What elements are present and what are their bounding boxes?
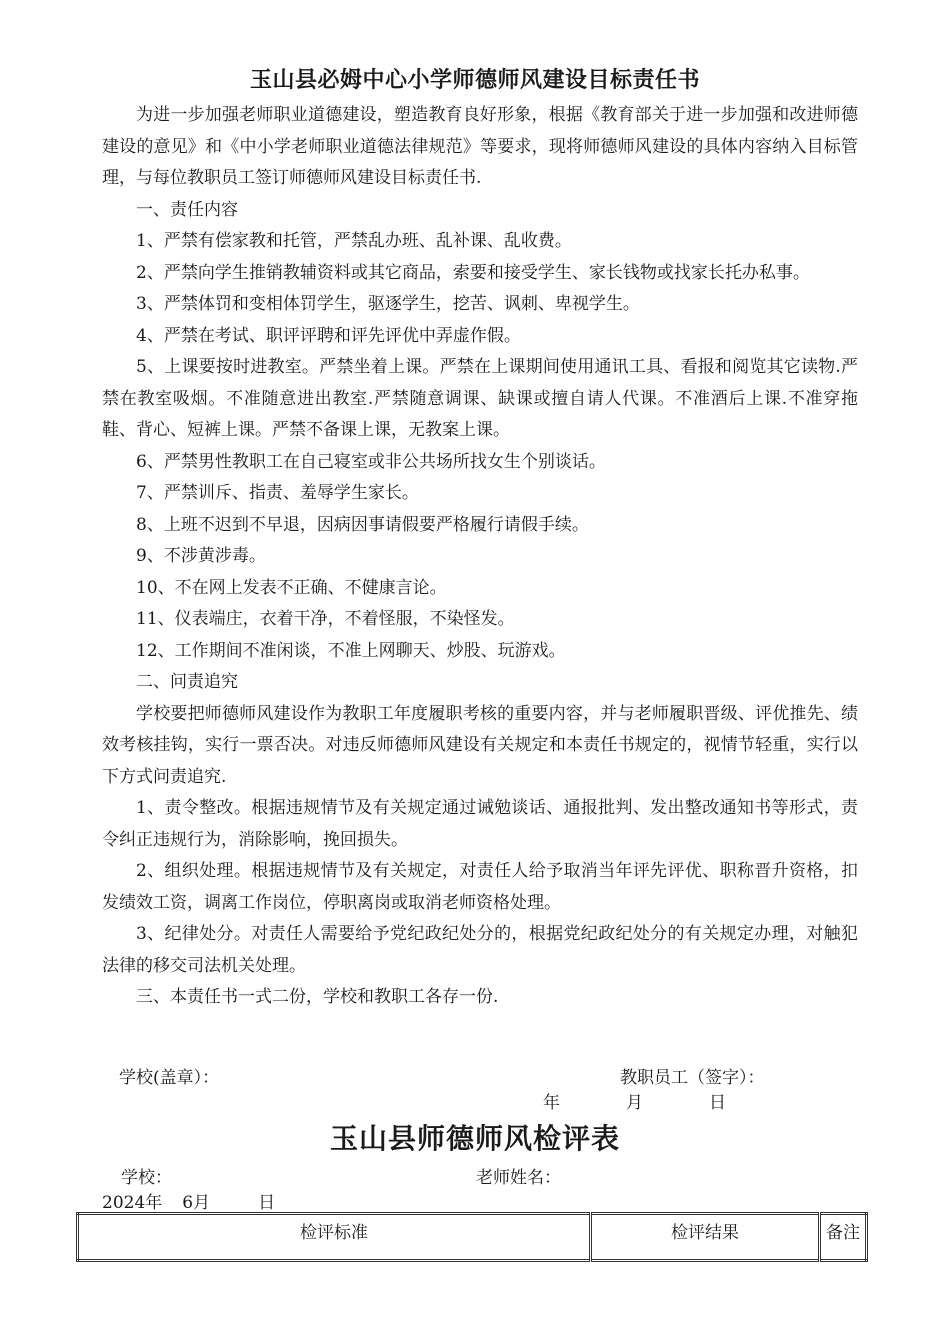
table-header-row: [78, 1214, 867, 1261]
form-date: [102, 1188, 275, 1213]
staff-signature-label: 教职员工（签字）：: [620, 1068, 765, 1088]
signature-date: [543, 1088, 726, 1113]
signature-month: 月: [626, 1093, 643, 1113]
form-date-year: 2024年: [102, 1193, 163, 1213]
section-heading: 一、责任内容: [136, 199, 238, 220]
form-date-day: 日: [258, 1193, 276, 1213]
list-item: 9、不涉黄涉毒。: [136, 546, 266, 566]
accountability-paragraph: 学校要把师德师风建设作为教职工年度履职考核的重要内容，并与老师履职晋级、评优推先、绩效考核挂钩，实行一票否决。对违反师德师风建设有关规定和本责任书规定的，视情节轻重，实行以下方式问责追究.: [102, 703, 858, 787]
list-item: 5、上课要按时进教室。严禁坐着上课。严禁在上课期间使用通讯工具、看报和阅览其它读物.严禁在教室吸烟。不准随意进出教室.严禁随意调课、缺课或擅自请人代课。不准酒后上课.不准穿拖鞋、背心、短裤上课。严禁不备课上课，无教案上课。: [102, 357, 858, 440]
document-body: [102, 100, 858, 1014]
list-item: 2、严禁向学生推销教辅资料或其它商品，索要和接受学生、家长钱物或找家长托办私事。: [136, 262, 810, 283]
document-title: 玉山县必姆中心小学师德师风建设目标责任书: [249, 68, 700, 93]
list-item: 8、上班不迟到不早退，因病因事请假要严格履行请假手续。: [136, 514, 589, 535]
form-title: 玉山县师德师风检评表: [329, 1122, 620, 1155]
evaluation-table: [76, 1212, 868, 1262]
list-item: 4、严禁在考试、职评评聘和评先评优中弄虚作假。: [136, 325, 521, 346]
column-header-remarks: 备注: [826, 1223, 860, 1243]
list-item: 7、严禁训斥、指责、羞辱学生家长。: [136, 483, 419, 503]
section-heading: 二、问责追究: [136, 672, 238, 692]
form-teacher-label: 老师姓名：: [476, 1168, 561, 1188]
list-item: 12、工作期间不准闲谈，不准上网聊天、炒股、玩游戏。: [136, 640, 566, 661]
list-item: 10、不在网上发表不正确、不健康言论。: [136, 577, 447, 598]
column-header-criteria: 检评标准: [78, 1214, 591, 1261]
section-heading: 三、本责任书一式二份，学校和教职工各存一份.: [136, 987, 499, 1007]
list-item: 11、仪表端庄，衣着干净，不着怪服，不染怪发。: [136, 609, 515, 629]
signature-day: 日: [709, 1093, 726, 1113]
list-item: 6、严禁男性教职工在自己寝室或非公共场所找女生个别谈话。: [136, 451, 606, 472]
signature-year: 年: [543, 1093, 560, 1113]
list-item: 1、责令整改。根据违规情节及有关规定通过诫勉谈话、通报批判、发出整改通知书等形式，责令纠正违规行为，消除影响，挽回损失。: [102, 798, 858, 850]
school-seal-label: 学校(盖章）：: [119, 1068, 220, 1088]
list-item: 3、纪律处分。对责任人需要给予党纪政纪处分的，根据党纪政纪处分的有关规定办理，对触犯法律的移交司法机关处理。: [102, 924, 858, 976]
column-header-result: 检评结果: [591, 1214, 820, 1261]
form-date-month: 6月: [182, 1193, 211, 1213]
list-item: 1、严禁有偿家教和托管，严禁乱办班、乱补课、乱收费。: [136, 231, 572, 251]
form-school-label: 学校：: [121, 1168, 172, 1188]
list-item: 2、组织处理。根据违规情节及有关规定，对责任人给予取消当年评先评优、职称晋升资格，扣发绩效工资，调离工作岗位，停职离岗或取消老师资格处理。: [102, 861, 858, 913]
intro-paragraph: 为进一步加强老师职业道德建设，塑造教育良好形象，根据《教育部关于进一步加强和改进师德建设的意见》和《中小学老师职业道德法律规范》等要求，现将师德师风建设的具体内容纳入目标管理，与每位教职员工签订师德师风建设目标责任书.: [102, 105, 858, 188]
list-item: 3、严禁体罚和变相体罚学生，驱逐学生，挖苦、讽刺、卑视学生。: [136, 294, 640, 314]
